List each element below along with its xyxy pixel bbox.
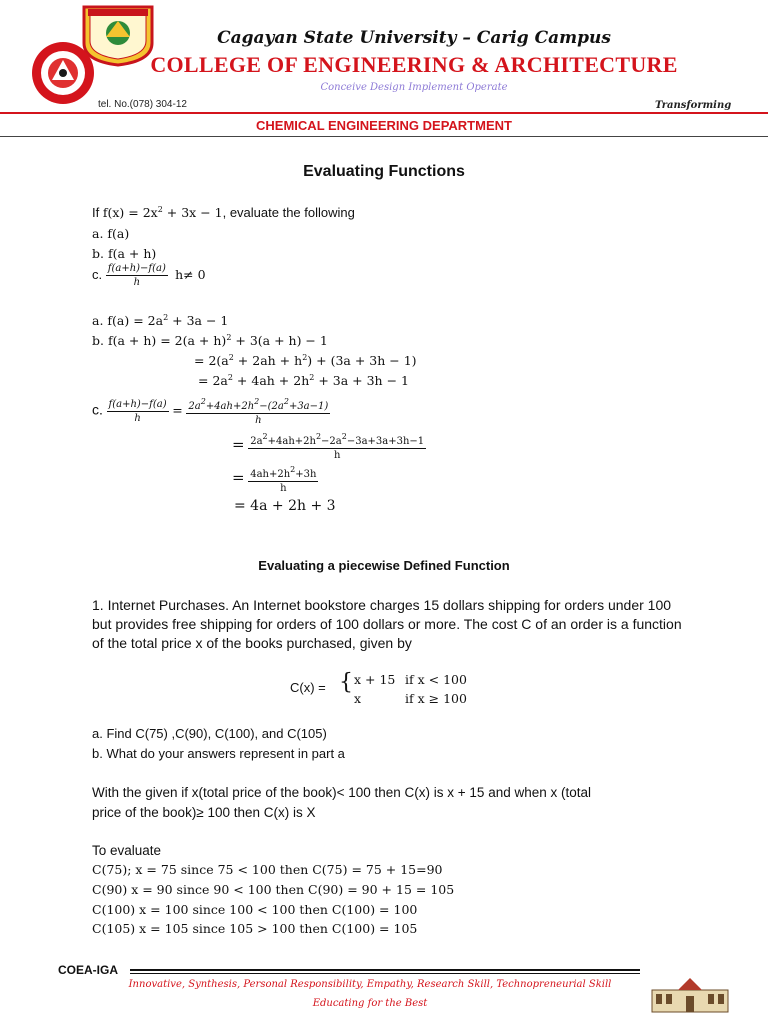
building-icon [650,974,730,1014]
footer-motto-secondary: Educating for the Best [312,998,428,1009]
problem-b: b. f(a + h) [92,246,157,261]
given-line1: With the given if x(total price of the book)< 100 then C(x) is x + 15 and when x (total [92,785,592,800]
solution-c-final: = 4a + 2h + 3 [234,498,336,514]
given-line2: price of the book)≥ 100 then C(x) is X [92,805,316,820]
evaluation-c100: C(100) x = 100 since 100 < 100 then C(100) = 100 [92,902,418,917]
solution-a: a. $f(a) = 2a^2 + 3a - 1$ [92,313,229,328]
case1-expr: x + 15 [354,672,396,687]
department-name: CHEMICAL ENGINEERING DEPARTMENT [256,118,512,133]
solution-b-line3: = $2a^2 + 4ah + 2h^2 + 3a + 3h - 1$ [198,373,409,388]
tagline: Transforming [655,100,732,111]
problem-intro: If $f(x) = 2x^2 + 3x - 1$, evaluate the following [92,205,355,220]
problem-a: a. f(a) [92,226,130,241]
header-divider [0,112,768,114]
evaluation-c90: C(90) x = 90 since 90 < 100 then C(90) = 90 + 15 = 105 [92,882,455,897]
brace: { [339,670,353,695]
question-b: b. What do your answers represent in part a [92,746,345,761]
department-divider [0,136,768,137]
evaluation-c75: C(75); x = 75 since 75 < 100 then C(75) = 75 + 15=90 [92,862,443,877]
solution-b-line2: = $2(a^2 + 2ah + h^2) + (3a + 3h - 1)$ [194,353,417,368]
footer-rule-thin [130,973,640,974]
to-evaluate: To evaluate [92,843,162,858]
footer-label: COEA-IGA [58,963,118,977]
case2-cond: if x ≥ 100 [405,691,467,706]
footer-motto: Innovative, Synthesis, Personal Responsibility, Empathy, Research Skill, Technopreneurial Skill [128,979,612,990]
solution-c-line2: = $\frac{2a^2+4ah+2h^2-2a^2-3a+3a+3h-1}{h}$ [232,432,425,461]
case2-expr: x [354,691,362,706]
problem-c: c. $\frac{f(a+h)-f(a)}{h}$ h≠ 0 [92,263,206,288]
solution-c-line3: = $\frac{4ah+2h^2+3h}{h}$ [232,465,317,494]
footer-rule [130,969,640,971]
college-name: COLLEGE OF ENGINEERING & ARCHITECTURE [150,52,678,77]
internet-problem-paragraph: 1. Internet Purchases. An Internet bookstore charges 15 dollars shipping for orders under 100 but provides free shipping for orders of 100 dollars or more. The cost C of an order is a function of the total price x of the books purchased, given by [92,597,682,651]
case1-cond: if x < 100 [405,672,467,687]
piecewise-lhs: C(x) = [290,680,326,695]
section-subtitle: Evaluating a piecewise Defined Function [258,558,510,573]
telephone-number: tel. No.(078) 304-12 [98,99,187,110]
solution-b-line1: b. $f(a + h) = 2(a + h)^2 + 3(a + h) - 1$ [92,333,328,348]
university-name: Cagayan State University – Carig Campus [217,28,611,48]
solution-c-line1: c. $\frac{f(a+h)-f(a)}{h}$ = $\frac{2a^2+4ah+2h^2-(2a^2+3a-1)}{h}$ [92,397,329,426]
question-a: a. Find C(75) ,C(90), C(100), and C(105) [92,726,327,741]
page-title: Evaluating Functions [303,163,465,180]
evaluation-c105: C(105) x = 105 since 105 > 100 then C(100) = 105 [92,921,418,936]
college-motto: Conceive Design Implement Operate [320,82,508,93]
